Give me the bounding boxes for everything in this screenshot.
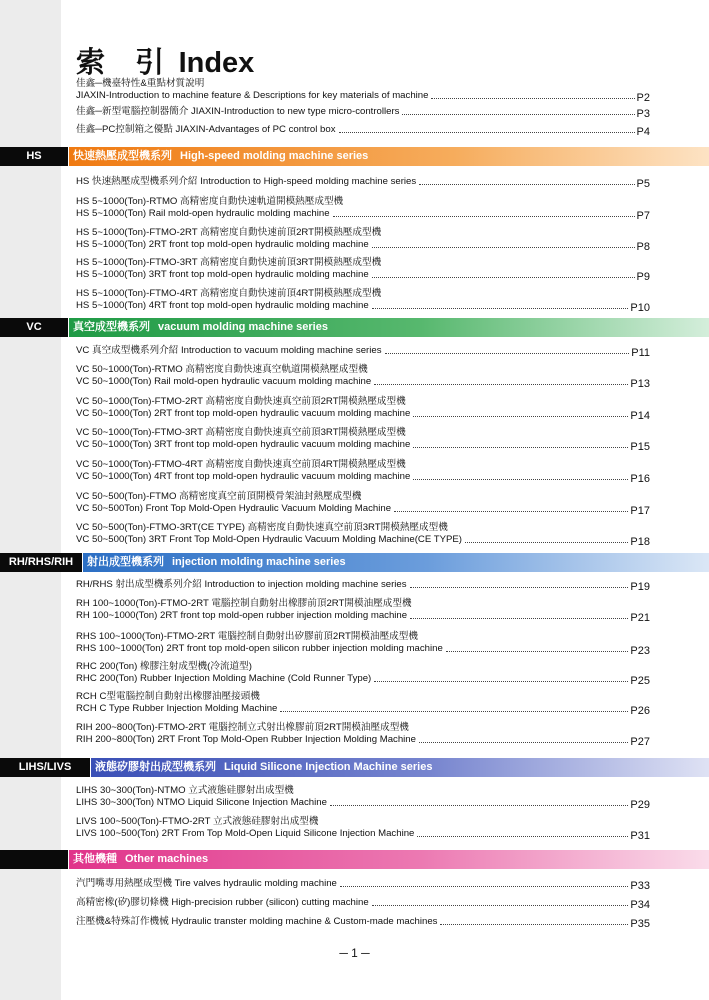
entry-title-cn: LIHS 30~300(Ton)-NTMO 立式液態硅膠射出成型機 <box>76 785 294 796</box>
section-title-cn: 射出成型機系列 <box>87 556 164 568</box>
entry-title-en: VC 50~1000(Ton) 2RT front top mold-open hydraulic vacuum molding machine <box>76 408 411 419</box>
section-bar-rh <box>0 553 709 572</box>
section-bar-vc <box>0 318 709 337</box>
entry-page: P15 <box>630 441 650 453</box>
entry-title-cn: HS 5~1000(Ton)-FTMO-2RT 高精密度自動快速前頂2RT開模熱壓成型機 <box>76 227 382 238</box>
dot-leader <box>339 131 635 133</box>
section-title-en: Other machines <box>125 853 209 865</box>
entry-title-cn: VC 50~1000(Ton)-FTMO-4RT 高精密度自動快速真空前頂4RT開模熱壓成型機 <box>76 459 406 470</box>
page-title <box>76 40 255 79</box>
entry-title-cn: RIH 200~800(Ton)-FTMO-2RT 電腦控制立式射出橡膠前頂2RT開模油壓成型機 <box>76 722 409 733</box>
dot-leader <box>413 415 628 417</box>
title-english: Index <box>178 47 255 79</box>
toc-entry[interactable] <box>76 459 650 483</box>
toc-entry[interactable] <box>76 661 650 685</box>
entry-title-en: VC 50~1000(Ton) 4RT front top mold-open hydraulic vacuum molding machine <box>76 471 411 482</box>
entry-title: HS 快速熱壓成型機系列介紹 Introduction to High-speed molding machine series <box>76 176 417 187</box>
section-title-cn: 液態矽膠射出成型機系列 <box>95 761 216 773</box>
dot-leader <box>280 710 628 712</box>
section-code: HS <box>0 147 68 166</box>
toc-entry-pc-control-box[interactable] <box>76 124 650 136</box>
entry-page: P17 <box>630 505 650 517</box>
section-heading <box>69 318 709 337</box>
entry-title-en: RCH C Type Rubber Injection Molding Machine <box>76 703 278 714</box>
toc-entry[interactable] <box>76 288 650 312</box>
section-title-cn: 其他機種 <box>73 853 117 865</box>
dot-leader <box>465 541 628 543</box>
entry-title-en: RHC 200(Ton) Rubber Injection Molding Machine (Cold Runner Type) <box>76 673 372 684</box>
entry-page: P13 <box>630 378 650 390</box>
entry-page: P35 <box>630 918 650 930</box>
dot-leader <box>372 307 629 309</box>
dot-leader <box>372 276 635 278</box>
entry-title-cn: RHC 200(Ton) 橡膠注射成型機(冷流道型) <box>76 661 252 672</box>
toc-entry[interactable] <box>76 176 650 188</box>
section-code: VC <box>0 318 68 337</box>
toc-entry[interactable] <box>76 916 650 928</box>
entry-title-en: HS 5~1000(Ton) 3RT front top mold-open hydraulic molding machine <box>76 269 369 280</box>
section-bar-hs <box>0 147 709 166</box>
section-title-en: High-speed molding machine series <box>180 150 369 162</box>
entry-title-cn: HS 5~1000(Ton)-RTMO 高精密度自動快速軌道開模熱壓成型機 <box>76 196 344 207</box>
entry-page: P8 <box>636 241 650 253</box>
entry-page: P34 <box>630 899 650 911</box>
dot-leader <box>372 904 629 906</box>
dot-leader <box>385 352 630 354</box>
entry-title-cn: HS 5~1000(Ton)-FTMO-3RT 高精密度自動快速前頂3RT開模熱壓成型機 <box>76 257 382 268</box>
entry-page: P21 <box>630 612 650 624</box>
section-bar-other <box>0 850 709 869</box>
dot-leader <box>410 617 628 619</box>
section-title-en: injection molding machine series <box>172 556 346 568</box>
entry-page: P33 <box>630 880 650 892</box>
section-title-en: vacuum molding machine series <box>158 321 328 333</box>
section-title-en: Liquid Silicone Injection Machine series <box>224 761 433 773</box>
section-bar-lihs <box>0 758 709 777</box>
dot-leader <box>440 923 628 925</box>
entry-title: 佳鑫─PC控制箱之優點 JIAXIN-Advantages of PC control box <box>76 124 336 135</box>
toc-entry[interactable] <box>76 579 650 591</box>
entry-page: P26 <box>630 705 650 717</box>
entry-title-cn: VC 50~500(Ton)-FTMO 高精密度真空前頂開模骨架油封熱壓成型機 <box>76 491 362 502</box>
entry-title-en: VC 50~500(Ton) 3RT Front Top Mold-Open Hydraulic Vacuum Molding Machine(CE TYPE) <box>76 534 462 545</box>
entry-title-cn: LIVS 100~500(Ton)-FTMO-2RT 立式液態硅膠射出成型機 <box>76 816 319 827</box>
toc-entry[interactable] <box>76 396 650 420</box>
section-title-cn: 快速熱壓成型機系列 <box>73 150 172 162</box>
toc-entry[interactable] <box>76 227 650 251</box>
section-code: RH/RHS/RIH <box>0 553 82 572</box>
entry-title-en: RH 100~1000(Ton) 2RT front top mold-open rubber injection molding machine <box>76 610 408 621</box>
section-code <box>0 850 68 869</box>
toc-entry-machine-features[interactable] <box>76 78 650 102</box>
page-number: ─ 1 ─ <box>339 946 370 960</box>
entry-page: P4 <box>636 126 650 138</box>
toc-entry-micro-controllers[interactable] <box>76 106 650 118</box>
dot-leader <box>431 97 634 99</box>
toc-entry[interactable] <box>76 878 650 890</box>
entry-page: P7 <box>636 210 650 222</box>
entry-title-en: VC 50~1000(Ton) Rail mold-open hydraulic vacuum molding machine <box>76 376 372 387</box>
dot-leader <box>374 680 628 682</box>
toc-entry[interactable] <box>76 631 650 655</box>
entry-title-en: VC 50~500Ton) Front Top Mold-Open Hydraulic Vacuum Molding Machine <box>76 503 392 514</box>
entry-page: P27 <box>630 736 650 748</box>
section-heading <box>91 758 709 777</box>
dot-leader <box>413 446 628 448</box>
toc-entry[interactable] <box>76 897 650 909</box>
dot-leader <box>333 215 635 217</box>
section-code: LIHS/LIVS <box>0 758 90 777</box>
toc-entry[interactable] <box>76 722 650 746</box>
dot-leader <box>417 835 628 837</box>
entry-title-cn: VC 50~1000(Ton)-RTMO 高精密度自動快速真空軌道開模熱壓成型機 <box>76 364 368 375</box>
entry-title-en: RIH 200~800(Ton) 2RT Front Top Mold-Open Rubber Injection Molding Machine <box>76 734 416 745</box>
section-heading <box>83 553 709 572</box>
entry-page: P2 <box>636 92 650 104</box>
toc-entry[interactable] <box>76 598 650 622</box>
toc-entry[interactable] <box>76 345 650 357</box>
entry-title: 汽門嘴專用熱壓成型機 Tire valves hydraulic molding machine <box>76 878 337 889</box>
entry-title-en: RHS 100~1000(Ton) 2RT front top mold-open silicon rubber injection molding machine <box>76 643 443 654</box>
dot-leader <box>419 183 634 185</box>
dot-leader <box>402 113 634 115</box>
entry-title-en: HS 5~1000(Ton) 4RT front top mold-open hydraulic molding machine <box>76 300 369 311</box>
entry-title-cn: RH 100~1000(Ton)-FTMO-2RT 電腦控制自動射出橡膠前頂2RT開模油壓成型機 <box>76 598 412 609</box>
entry-title-en: HS 5~1000(Ton) Rail mold-open hydraulic molding machine <box>76 208 330 219</box>
entry-title: 高精密橡(矽)膠切條機 High-precision rubber (silicon) cutting machine <box>76 897 369 908</box>
entry-title-en: LIHS 30~300(Ton) NTMO Liquid Silicone Injection Machine <box>76 797 327 808</box>
section-title-cn: 真空成型機系列 <box>73 321 150 333</box>
entry-page: P14 <box>630 410 650 422</box>
dot-leader <box>413 478 628 480</box>
entry-page: P11 <box>631 347 650 359</box>
toc-entry[interactable] <box>76 691 650 715</box>
entry-page: P3 <box>636 108 650 120</box>
entry-title-cn: 佳鑫─機臺特性&重點材質說明 <box>76 78 205 89</box>
dot-leader <box>340 885 629 887</box>
entry-title-cn: RCH C型電腦控制自動射出橡膠油壓接頭機 <box>76 691 260 702</box>
entry-title: VC 真空成型機系列介紹 Introduction to vacuum molding machine series <box>76 345 382 356</box>
entry-page: P31 <box>630 830 650 842</box>
title-chinese: 索 引 <box>76 45 175 79</box>
entry-title-en: HS 5~1000(Ton) 2RT front top mold-open hydraulic molding machine <box>76 239 369 250</box>
entry-page: P23 <box>630 645 650 657</box>
entry-page: P10 <box>630 302 650 314</box>
dot-leader <box>419 741 628 743</box>
dot-leader <box>372 246 635 248</box>
toc-entry[interactable] <box>76 785 650 809</box>
entry-page: P18 <box>630 536 650 548</box>
dot-leader <box>410 586 629 588</box>
toc-entry[interactable] <box>76 364 650 388</box>
entry-title-cn: HS 5~1000(Ton)-FTMO-4RT 高精密度自動快速前頂4RT開模熱壓成型機 <box>76 288 382 299</box>
entry-title: 佳鑫─新型電腦控制器簡介 JIAXIN-Introduction to new type micro-controllers <box>76 106 400 117</box>
entry-title: 注壓機&特殊訂作機械 Hydraulic transter molding machine & Custom-made machines <box>76 916 438 927</box>
section-heading <box>69 850 709 869</box>
entry-page: P9 <box>636 271 650 283</box>
entry-title-en: LIVS 100~500(Ton) 2RT From Top Mold-Open Liquid Silicone Injection Machine <box>76 828 415 839</box>
entry-title-en: JIAXIN-Introduction to machine feature & Descriptions for key materials of machine <box>76 90 429 101</box>
entry-page: P25 <box>630 675 650 687</box>
toc-entry[interactable] <box>76 257 650 281</box>
dot-leader <box>374 383 628 385</box>
entry-title-cn: VC 50~1000(Ton)-FTMO-3RT 高精密度自動快速真空前頂3RT開模熱壓成型機 <box>76 427 406 438</box>
entry-page: P29 <box>630 799 650 811</box>
entry-page: P5 <box>636 178 650 190</box>
section-heading <box>69 147 709 166</box>
entry-title-cn: VC 50~1000(Ton)-FTMO-2RT 高精密度自動快速真空前頂2RT開模熱壓成型機 <box>76 396 406 407</box>
dot-leader <box>394 510 628 512</box>
toc-entry[interactable] <box>76 816 650 840</box>
entry-title-cn: RHS 100~1000(Ton)-FTMO-2RT 電腦控制自動射出矽膠前頂2RT開模油壓成型機 <box>76 631 418 642</box>
entry-page: P16 <box>630 473 650 485</box>
dot-leader <box>446 650 629 652</box>
entry-title-en: VC 50~1000(Ton) 3RT front top mold-open hydraulic vacuum molding machine <box>76 439 411 450</box>
dot-leader <box>330 804 629 806</box>
toc-entry[interactable] <box>76 196 650 220</box>
toc-entry[interactable] <box>76 491 650 515</box>
toc-entry[interactable] <box>76 522 650 546</box>
toc-entry[interactable] <box>76 427 650 451</box>
entry-title-cn: VC 50~500(Ton)-FTMO-3RT(CE TYPE) 高精密度自動快速真空前頂3RT開模熱壓成型機 <box>76 522 448 533</box>
entry-page: P19 <box>630 581 650 593</box>
entry-title: RH/RHS 射出成型機系列介紹 Introduction to injection molding machine series <box>76 579 407 590</box>
